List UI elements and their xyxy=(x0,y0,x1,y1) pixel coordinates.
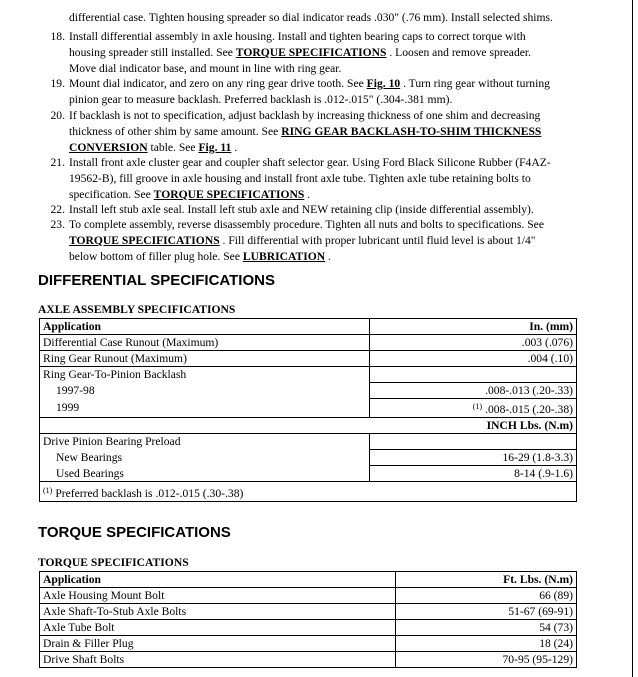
step-number: 23. xyxy=(50,218,65,231)
row-application: 1997-98 xyxy=(40,383,370,399)
step-text: thickness of other shim by same amount. See xyxy=(69,125,282,138)
row-value: 51-67 (69-91) xyxy=(396,604,577,620)
step-text-line xyxy=(69,172,531,186)
row-application: New Bearings xyxy=(40,450,370,466)
step-text-line xyxy=(69,62,341,76)
row-application: Axle Tube Bolt xyxy=(40,620,396,636)
step-number: 19. xyxy=(50,77,65,90)
row-value-text: .008-.015 (.20-.38) xyxy=(485,403,573,416)
torque-specifications-heading: TORQUE SPECIFICATIONS xyxy=(38,524,231,541)
step-text: . Fill differential with proper lubricant until fluid level is about 1/4" xyxy=(219,234,536,247)
step-text-line xyxy=(69,109,540,123)
step-number: 20. xyxy=(50,109,65,122)
row-application: Differential Case Runout (Maximum) xyxy=(40,335,370,351)
cross-reference-link[interactable]: Fig. 10 xyxy=(366,77,401,90)
step-number: 22. xyxy=(50,203,65,216)
step-text: To complete assembly, reverse disassembly procedure. Tighten all nuts and bolts to specifications. See xyxy=(69,218,544,231)
step-text-line xyxy=(69,218,544,232)
column-header-application: Application xyxy=(40,572,396,588)
page-edge-rule xyxy=(632,0,633,677)
footnote-text: Preferred backlash is .012-.015 (.30-.38) xyxy=(55,486,244,500)
cross-reference-link[interactable]: TORQUE SPECIFICATIONS xyxy=(153,188,305,201)
cross-reference-link[interactable]: RING GEAR BACKLASH-TO-SHIM THICKNESS xyxy=(281,125,542,138)
step-text-line xyxy=(69,188,310,202)
step-text: Install differential assembly in axle housing. Install and tighten bearing caps to correct torque with xyxy=(69,30,526,43)
row-value: 70-95 (95-129) xyxy=(396,652,577,668)
step-text: . Turn ring gear without turning xyxy=(400,77,550,90)
torque-specifications-table xyxy=(39,571,577,668)
row-value xyxy=(370,434,577,450)
step-text-line xyxy=(69,125,541,139)
row-application: 1999 xyxy=(40,399,370,418)
step-number: 21. xyxy=(50,156,65,169)
row-value: .008-.013 (.20-.33) xyxy=(370,383,577,399)
step-text: Install front axle cluster gear and coupler shaft selector gear. Using Ford Black Silicone Rubber (F4AZ- xyxy=(69,156,551,169)
table-header-row xyxy=(40,319,577,335)
column-header-application: Application xyxy=(40,319,370,335)
cross-reference-link[interactable]: CONVERSION xyxy=(69,141,148,154)
step-text: below bottom of filler plug hole. See xyxy=(69,250,243,263)
step-text: pinion gear to measure backlash. Preferred backlash is .012-.015" (.304-.381 mm). xyxy=(69,93,453,106)
row-value: .003 (.076) xyxy=(370,335,577,351)
footnote-marker: (1) xyxy=(472,402,483,411)
table-row xyxy=(40,399,577,418)
row-value xyxy=(370,367,577,383)
step-text: table. See xyxy=(147,141,199,154)
step-text-line xyxy=(69,203,534,217)
row-value: 18 (24) xyxy=(396,636,577,652)
cross-reference-link[interactable]: TORQUE SPECIFICATIONS xyxy=(235,46,387,59)
table-row xyxy=(40,351,577,367)
row-value: 16-29 (1.8-3.3) xyxy=(370,450,577,466)
table-row xyxy=(40,588,577,604)
step-text: Move dial indicator base, and mount in line with ring gear. xyxy=(69,62,342,75)
row-value: 66 (89) xyxy=(396,588,577,604)
row-value: 8-14 (.9-1.6) xyxy=(370,466,577,482)
subheader-spacer xyxy=(40,418,370,434)
step-text: housing spreader still installed. See xyxy=(69,46,236,59)
step-text: . xyxy=(304,188,311,201)
cross-reference-link[interactable]: LUBRICATION xyxy=(242,250,326,263)
step-text-line xyxy=(69,93,452,107)
cross-reference-link[interactable]: Fig. 11 xyxy=(198,141,232,154)
table-subheader-row xyxy=(40,418,577,434)
cross-reference-link[interactable]: TORQUE SPECIFICATIONS xyxy=(69,234,220,247)
row-application: Drive Shaft Bolts xyxy=(40,652,396,668)
column-header-value: Ft. Lbs. (N.m) xyxy=(396,572,577,588)
column-header-value: In. (mm) xyxy=(370,319,577,335)
step-text: . xyxy=(231,141,238,154)
torque-table-title: TORQUE SPECIFICATIONS xyxy=(38,556,189,569)
row-value: .004 (.10) xyxy=(370,351,577,367)
step-text-line xyxy=(69,250,331,264)
step-text: Mount dial indicator, and zero on any ring gear drive tooth. See xyxy=(69,77,367,90)
step-text: . Loosen and remove spreader. xyxy=(386,46,532,59)
row-application: Drain & Filler Plug xyxy=(40,636,396,652)
footnote-marker: (1) xyxy=(43,485,53,495)
table-row xyxy=(40,367,577,383)
table-row xyxy=(40,434,577,450)
step-text-line xyxy=(69,11,553,25)
table-footnote xyxy=(40,482,577,502)
row-value: 54 (73) xyxy=(396,620,577,636)
table-row xyxy=(40,604,577,620)
column-subheader-value: INCH Lbs. (N.m) xyxy=(370,418,577,434)
row-value xyxy=(370,399,577,418)
table-row xyxy=(40,620,577,636)
step-text-line xyxy=(69,156,551,170)
table-row xyxy=(40,636,577,652)
step-text-line xyxy=(69,234,536,248)
row-application: Ring Gear-To-Pinion Backlash xyxy=(40,367,370,383)
table-row xyxy=(40,383,577,399)
table-row xyxy=(40,335,577,351)
row-application: Axle Shaft-To-Stub Axle Bolts xyxy=(40,604,396,620)
table-row xyxy=(40,450,577,466)
table-header-row xyxy=(40,572,577,588)
row-application: Drive Pinion Bearing Preload xyxy=(40,434,370,450)
step-text: differential case. Tighten housing spreader so dial indicator reads .030" (.76 mm). Install selected shims. xyxy=(69,11,553,24)
table-footnote-row xyxy=(40,482,577,502)
step-text-line xyxy=(69,30,526,44)
step-text: If backlash is not to specification, adjust backlash by increasing thickness of one shim and decreasing xyxy=(69,109,541,122)
row-application: Axle Housing Mount Bolt xyxy=(40,588,396,604)
table-row xyxy=(40,652,577,668)
row-application: Used Bearings xyxy=(40,466,370,482)
step-text-line xyxy=(69,46,531,60)
step-text: . xyxy=(325,250,331,263)
step-text: 19562-B), fill groove in axle housing and install front axle tube. Tighten axle tube retaining bolts to xyxy=(69,172,531,185)
step-text-line xyxy=(69,77,550,91)
step-text: Install left stub axle seal. Install left stub axle and NEW retaining clip (inside differential assembly). xyxy=(69,203,534,216)
step-text: specification. See xyxy=(69,188,154,201)
differential-specifications-heading: DIFFERENTIAL SPECIFICATIONS xyxy=(38,272,275,289)
table-row xyxy=(40,466,577,482)
axle-table-title: AXLE ASSEMBLY SPECIFICATIONS xyxy=(38,303,236,316)
step-number: 18. xyxy=(50,30,65,43)
step-text-line xyxy=(69,141,237,155)
row-application: Ring Gear Runout (Maximum) xyxy=(40,351,370,367)
axle-assembly-table xyxy=(39,318,577,502)
